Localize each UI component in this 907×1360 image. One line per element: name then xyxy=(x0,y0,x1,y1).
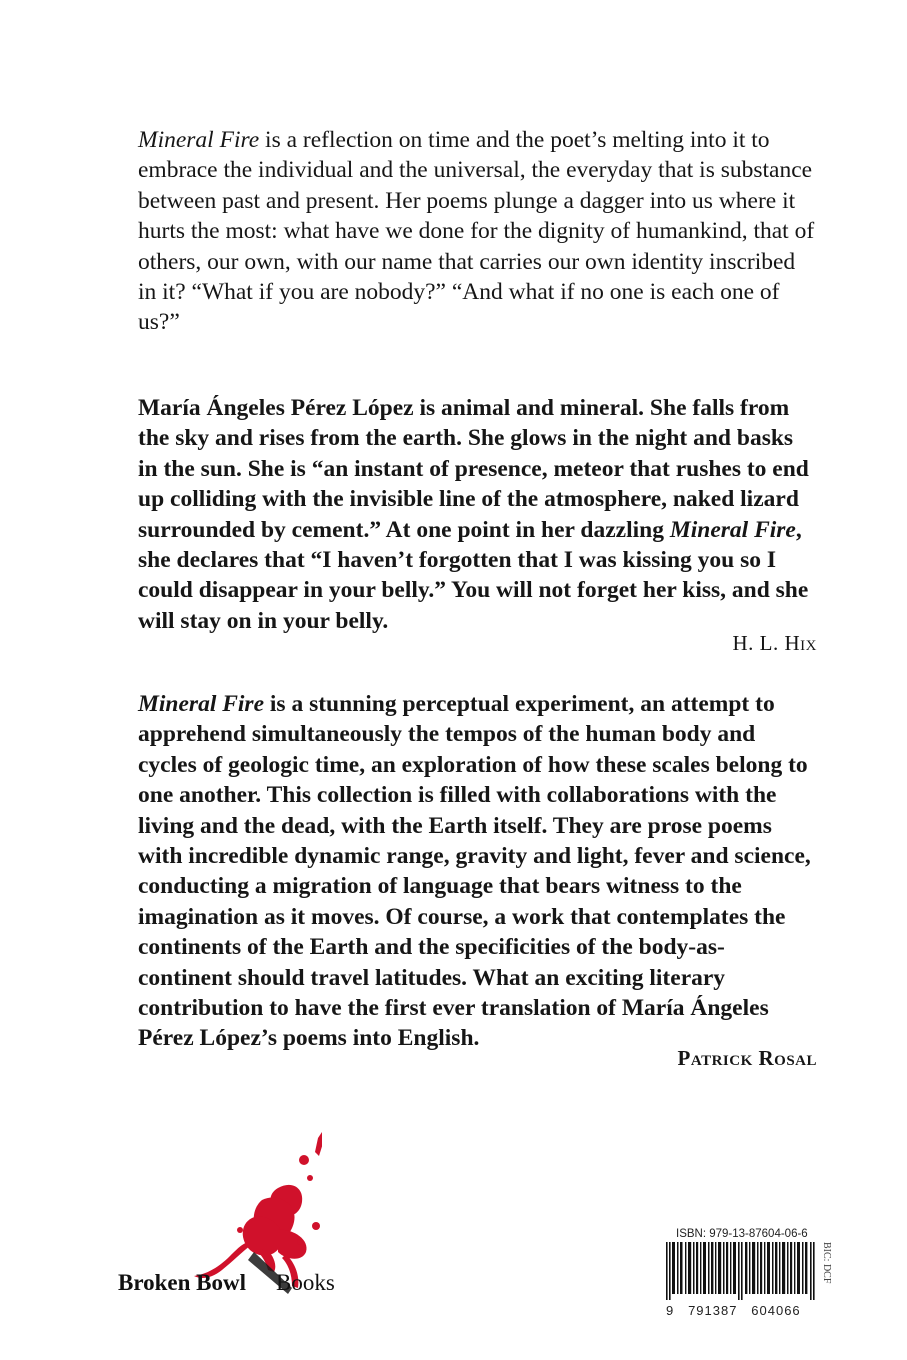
publisher-name-part2: Books xyxy=(276,1270,335,1295)
publisher-name xyxy=(118,1270,335,1296)
isbn-label: ISBN: 979-13-87604-06-6 xyxy=(676,1228,808,1240)
barcode-icon xyxy=(666,1242,816,1300)
bic-code: BIC: DCF xyxy=(821,1242,832,1284)
blurb-2-text-after: , she declares that “I haven’t forgotten that I was kissing you so I could disappear in your belly.” You will not forget her kiss, and she will stay on in your belly. xyxy=(138,516,809,634)
blurb-3-text: is a stunning perceptual experiment, an attempt to apprehend simultaneously the tempos of the human body and cycles of geologic time, an exploration of how these scales belong to one another. This collection is filled with collaborations with the living and the dead, with the Earth itself. They are prose poems with incredible dynamic range, gravity and light, fever and science, conducting a migration of language that bears witness to the imagination as it moves. Of course, a work that contemplates the continents of the Earth and the specificities of the body-as-continent should travel latitudes. What an exciting literary contribution to have the first ever translation of María Ángeles Pérez López’s poems into English. xyxy=(138,691,811,1052)
book-title: Mineral Fire xyxy=(669,516,796,543)
blurb-2-text-before: María Ángeles Pérez López is animal and mineral. She falls from the sky and rises from the earth. She glows in the night and basks in the sun. She is “an instant of presence, meteor that rushes to end up colliding with the invisible line of the atmosphere, naked lizard surrounded by cement.” At one point in her dazzling xyxy=(138,395,809,543)
publisher-name-part1: Broken Bowl xyxy=(118,1270,247,1295)
blurb-1 xyxy=(138,125,818,338)
book-title: Mineral Fire xyxy=(138,127,260,153)
book-title: Mineral Fire xyxy=(138,691,265,717)
barcode-digits: 9 791387 604066 xyxy=(666,1303,801,1318)
blurb-1-text: is a reflection on time and the poet’s melting into it to embrace the individual and the universal, the everyday that is substance between past and present. Her poems plunge a dagger into us where it hurts the most: what have we done for the dignity of humankind, that of others, our own, with our name that carries our own identity inscribed in it? “What if you are nobody?” “And what if no one is each one of us?” xyxy=(138,127,815,336)
blurb-3 xyxy=(138,689,818,1054)
blurb-2 xyxy=(138,393,818,636)
blurb-2-attribution: H. L. Hix xyxy=(732,631,817,655)
blurb-3-attribution: Patrick Rosal xyxy=(677,1046,817,1070)
